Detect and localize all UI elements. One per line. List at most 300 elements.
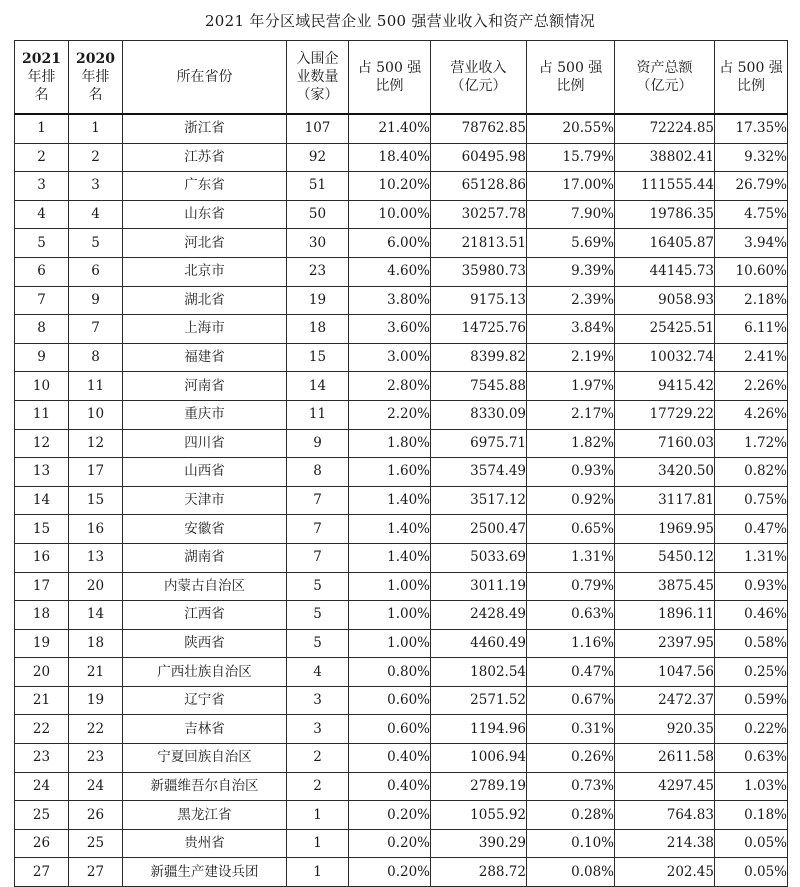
- rank-2020-cell: 27: [69, 858, 123, 887]
- revenue-cell: 8330.09: [431, 400, 527, 429]
- count-share-cell: 1.00%: [349, 629, 431, 658]
- count-cell: 5: [287, 601, 349, 630]
- rank-2021-cell: 21: [15, 686, 69, 715]
- assets-cell: 111555.44: [615, 172, 715, 201]
- table-row: [15, 629, 788, 658]
- count-share-cell: 10.20%: [349, 172, 431, 201]
- table-row: [15, 400, 788, 429]
- assets-share-cell: 0.47%: [715, 515, 788, 544]
- revenue-share-cell: 2.17%: [527, 400, 615, 429]
- header-revenue-share-line2: 比例: [556, 78, 585, 94]
- rank-2020-cell: 22: [69, 715, 123, 744]
- count-share-cell: 0.20%: [349, 801, 431, 830]
- revenue-share-cell: 0.63%: [527, 601, 615, 630]
- province-cell: 安徽省: [123, 515, 287, 544]
- table-row: [15, 801, 788, 830]
- count-cell: 19: [287, 286, 349, 315]
- header-rank-2020-line3: 名: [88, 87, 103, 103]
- rank-2021-cell: 6: [15, 257, 69, 286]
- assets-cell: 9415.42: [615, 372, 715, 401]
- assets-share-cell: 9.32%: [715, 143, 788, 172]
- header-count-share-line1: 占 500 强: [357, 60, 422, 76]
- assets-cell: 16405.87: [615, 229, 715, 258]
- revenue-share-cell: 17.00%: [527, 172, 615, 201]
- revenue-cell: 288.72: [431, 858, 527, 887]
- province-cell: 湖南省: [123, 543, 287, 572]
- rank-2020-cell: 8: [69, 343, 123, 372]
- header-assets-share: [715, 41, 788, 115]
- header-revenue-share: [527, 41, 615, 115]
- province-cell: 黑龙江省: [123, 801, 287, 830]
- count-share-cell: 2.80%: [349, 372, 431, 401]
- count-share-cell: 10.00%: [349, 200, 431, 229]
- revenue-cell: 2428.49: [431, 601, 527, 630]
- assets-share-cell: 2.41%: [715, 343, 788, 372]
- rank-2021-cell: 11: [15, 400, 69, 429]
- count-cell: 107: [287, 114, 349, 143]
- assets-share-cell: 2.18%: [715, 286, 788, 315]
- count-share-cell: 1.00%: [349, 601, 431, 630]
- revenue-share-cell: 0.67%: [527, 686, 615, 715]
- count-cell: 7: [287, 543, 349, 572]
- rank-2020-cell: 15: [69, 486, 123, 515]
- count-cell: 1: [287, 801, 349, 830]
- count-cell: 23: [287, 257, 349, 286]
- assets-share-cell: 0.18%: [715, 801, 788, 830]
- count-share-cell: 0.20%: [349, 858, 431, 887]
- rank-2020-cell: 6: [69, 257, 123, 286]
- count-cell: 3: [287, 686, 349, 715]
- rank-2020-cell: 16: [69, 515, 123, 544]
- rank-2020-cell: 1: [69, 114, 123, 143]
- revenue-share-cell: 0.10%: [527, 829, 615, 858]
- rank-2020-cell: 11: [69, 372, 123, 401]
- header-count-share-line2: 比例: [375, 78, 404, 94]
- count-share-cell: 0.80%: [349, 658, 431, 687]
- province-cell: 福建省: [123, 343, 287, 372]
- assets-share-cell: 1.72%: [715, 429, 788, 458]
- count-cell: 50: [287, 200, 349, 229]
- header-assets-line1: 资产总额: [636, 60, 693, 76]
- rank-2021-cell: 4: [15, 200, 69, 229]
- rank-2021-cell: 7: [15, 286, 69, 315]
- rank-2020-cell: 5: [69, 229, 123, 258]
- province-cell: 山西省: [123, 458, 287, 487]
- province-cell: 宁夏回族自治区: [123, 744, 287, 773]
- revenue-share-cell: 9.39%: [527, 257, 615, 286]
- rank-2021-cell: 3: [15, 172, 69, 201]
- assets-share-cell: 2.26%: [715, 372, 788, 401]
- revenue-cell: 9175.13: [431, 286, 527, 315]
- rank-2021-cell: 10: [15, 372, 69, 401]
- count-cell: 9: [287, 429, 349, 458]
- assets-cell: 44145.73: [615, 257, 715, 286]
- rank-2021-cell: 17: [15, 572, 69, 601]
- table-row: [15, 172, 788, 201]
- assets-share-cell: 1.31%: [715, 543, 788, 572]
- province-cell: 天津市: [123, 486, 287, 515]
- rank-2021-cell: 5: [15, 229, 69, 258]
- header-assets-share-line1: 占 500 强: [719, 60, 783, 76]
- count-share-cell: 0.60%: [349, 715, 431, 744]
- assets-share-cell: 10.60%: [715, 257, 788, 286]
- revenue-share-cell: 2.39%: [527, 286, 615, 315]
- province-cell: 江西省: [123, 601, 287, 630]
- revenue-cell: 14725.76: [431, 315, 527, 344]
- count-share-cell: 2.20%: [349, 400, 431, 429]
- assets-share-cell: 0.93%: [715, 572, 788, 601]
- count-share-cell: 1.60%: [349, 458, 431, 487]
- header-count-share: [349, 41, 431, 115]
- revenue-share-cell: 0.47%: [527, 658, 615, 687]
- revenue-share-cell: 5.69%: [527, 229, 615, 258]
- count-share-cell: 18.40%: [349, 143, 431, 172]
- rank-2020-cell: 13: [69, 543, 123, 572]
- count-share-cell: 0.40%: [349, 744, 431, 773]
- table-row: [15, 715, 788, 744]
- rank-2021-cell: 26: [15, 829, 69, 858]
- revenue-share-cell: 20.55%: [527, 114, 615, 143]
- table-row: [15, 829, 788, 858]
- ranking-table: [14, 40, 788, 887]
- rank-2020-cell: 3: [69, 172, 123, 201]
- header-rank-2020-line2: 年排: [81, 69, 110, 85]
- province-cell: 北京市: [123, 257, 287, 286]
- revenue-cell: 35980.73: [431, 257, 527, 286]
- rank-2021-cell: 23: [15, 744, 69, 773]
- header-province: 所在省份: [123, 41, 287, 115]
- table-row: [15, 315, 788, 344]
- assets-cell: 25425.51: [615, 315, 715, 344]
- rank-2021-cell: 24: [15, 772, 69, 801]
- table-row: [15, 372, 788, 401]
- province-cell: 河北省: [123, 229, 287, 258]
- revenue-cell: 8399.82: [431, 343, 527, 372]
- table-row: [15, 572, 788, 601]
- count-cell: 5: [287, 572, 349, 601]
- count-share-cell: 4.60%: [349, 257, 431, 286]
- table-row: [15, 286, 788, 315]
- header-count-line3: （家）: [296, 87, 339, 103]
- assets-cell: 72224.85: [615, 114, 715, 143]
- province-cell: 辽宁省: [123, 686, 287, 715]
- revenue-cell: 78762.85: [431, 114, 527, 143]
- table-row: [15, 686, 788, 715]
- header-rank-2021-line1: 2021: [22, 51, 61, 67]
- rank-2020-cell: 10: [69, 400, 123, 429]
- assets-share-cell: 6.11%: [715, 315, 788, 344]
- table-row: [15, 343, 788, 372]
- rank-2021-cell: 16: [15, 543, 69, 572]
- assets-cell: 9058.93: [615, 286, 715, 315]
- revenue-cell: 3574.49: [431, 458, 527, 487]
- rank-2021-cell: 9: [15, 343, 69, 372]
- header-count: [287, 41, 349, 115]
- count-share-cell: 1.40%: [349, 486, 431, 515]
- count-cell: 18: [287, 315, 349, 344]
- count-cell: 5: [287, 629, 349, 658]
- revenue-share-cell: 1.31%: [527, 543, 615, 572]
- province-cell: 山东省: [123, 200, 287, 229]
- revenue-cell: 6975.71: [431, 429, 527, 458]
- revenue-share-cell: 2.19%: [527, 343, 615, 372]
- revenue-cell: 2500.47: [431, 515, 527, 544]
- table-row: [15, 429, 788, 458]
- assets-cell: 1047.56: [615, 658, 715, 687]
- rank-2021-cell: 14: [15, 486, 69, 515]
- rank-2020-cell: 9: [69, 286, 123, 315]
- count-share-cell: 3.00%: [349, 343, 431, 372]
- assets-cell: 17729.22: [615, 400, 715, 429]
- assets-cell: 7160.03: [615, 429, 715, 458]
- table-row: [15, 543, 788, 572]
- count-share-cell: 0.20%: [349, 829, 431, 858]
- count-share-cell: 1.00%: [349, 572, 431, 601]
- assets-cell: 3875.45: [615, 572, 715, 601]
- header-rank-2020: [69, 41, 123, 115]
- count-cell: 3: [287, 715, 349, 744]
- table-row: [15, 486, 788, 515]
- assets-share-cell: 4.26%: [715, 400, 788, 429]
- rank-2020-cell: 19: [69, 686, 123, 715]
- province-cell: 上海市: [123, 315, 287, 344]
- assets-cell: 5450.12: [615, 543, 715, 572]
- revenue-cell: 65128.86: [431, 172, 527, 201]
- revenue-share-cell: 0.79%: [527, 572, 615, 601]
- revenue-share-cell: 0.73%: [527, 772, 615, 801]
- revenue-share-cell: 3.84%: [527, 315, 615, 344]
- count-share-cell: 6.00%: [349, 229, 431, 258]
- rank-2021-cell: 22: [15, 715, 69, 744]
- rank-2020-cell: 26: [69, 801, 123, 830]
- rank-2021-cell: 25: [15, 801, 69, 830]
- assets-cell: 19786.35: [615, 200, 715, 229]
- revenue-cell: 1194.96: [431, 715, 527, 744]
- province-cell: 陕西省: [123, 629, 287, 658]
- revenue-share-cell: 1.16%: [527, 629, 615, 658]
- assets-cell: 4297.45: [615, 772, 715, 801]
- table-row: [15, 658, 788, 687]
- table-row: [15, 257, 788, 286]
- rank-2021-cell: 19: [15, 629, 69, 658]
- revenue-cell: 2789.19: [431, 772, 527, 801]
- table-row: [15, 515, 788, 544]
- count-cell: 15: [287, 343, 349, 372]
- count-share-cell: 3.80%: [349, 286, 431, 315]
- province-cell: 湖北省: [123, 286, 287, 315]
- table-title: 2021 年分区域民营企业 500 强营业收入和资产总额情况: [204, 12, 596, 30]
- province-cell: 内蒙古自治区: [123, 572, 287, 601]
- revenue-share-cell: 0.65%: [527, 515, 615, 544]
- assets-cell: 214.38: [615, 829, 715, 858]
- header-rank-2020-line1: 2020: [76, 51, 115, 67]
- assets-cell: 2611.58: [615, 744, 715, 773]
- assets-share-cell: 0.59%: [715, 686, 788, 715]
- rank-2020-cell: 21: [69, 658, 123, 687]
- count-cell: 14: [287, 372, 349, 401]
- header-rank-2021-line2: 年排: [27, 69, 56, 85]
- assets-cell: 2472.37: [615, 686, 715, 715]
- revenue-cell: 30257.78: [431, 200, 527, 229]
- revenue-cell: 3517.12: [431, 486, 527, 515]
- assets-share-cell: 0.63%: [715, 744, 788, 773]
- revenue-share-cell: 1.82%: [527, 429, 615, 458]
- header-revenue-line2: （亿元）: [450, 78, 507, 94]
- header-revenue-share-line1: 占 500 强: [538, 60, 603, 76]
- rank-2020-cell: 24: [69, 772, 123, 801]
- assets-share-cell: 0.46%: [715, 601, 788, 630]
- revenue-cell: 1055.92: [431, 801, 527, 830]
- revenue-share-cell: 0.31%: [527, 715, 615, 744]
- assets-cell: 3117.81: [615, 486, 715, 515]
- revenue-cell: 1802.54: [431, 658, 527, 687]
- assets-cell: 1896.11: [615, 601, 715, 630]
- count-cell: 4: [287, 658, 349, 687]
- count-cell: 8: [287, 458, 349, 487]
- province-cell: 江苏省: [123, 143, 287, 172]
- table-row: [15, 601, 788, 630]
- revenue-cell: 7545.88: [431, 372, 527, 401]
- count-share-cell: 3.60%: [349, 315, 431, 344]
- revenue-cell: 2571.52: [431, 686, 527, 715]
- assets-share-cell: 3.94%: [715, 229, 788, 258]
- table-row: [15, 114, 788, 143]
- count-share-cell: 21.40%: [349, 114, 431, 143]
- rank-2020-cell: 7: [69, 315, 123, 344]
- rank-2020-cell: 12: [69, 429, 123, 458]
- header-count-line1: 入围企: [296, 51, 339, 67]
- assets-share-cell: 0.75%: [715, 486, 788, 515]
- revenue-share-cell: 15.79%: [527, 143, 615, 172]
- assets-share-cell: 0.22%: [715, 715, 788, 744]
- table-row: [15, 200, 788, 229]
- rank-2020-cell: 20: [69, 572, 123, 601]
- rank-2020-cell: 25: [69, 829, 123, 858]
- assets-share-cell: 1.03%: [715, 772, 788, 801]
- count-cell: 1: [287, 858, 349, 887]
- header-assets: [615, 41, 715, 115]
- assets-cell: 1969.95: [615, 515, 715, 544]
- assets-cell: 2397.95: [615, 629, 715, 658]
- rank-2021-cell: 13: [15, 458, 69, 487]
- header-assets-line2: （亿元）: [636, 78, 693, 94]
- rank-2020-cell: 4: [69, 200, 123, 229]
- revenue-share-cell: 0.08%: [527, 858, 615, 887]
- count-share-cell: 1.40%: [349, 515, 431, 544]
- assets-cell: 202.45: [615, 858, 715, 887]
- count-cell: 51: [287, 172, 349, 201]
- assets-cell: 10032.74: [615, 343, 715, 372]
- rank-2020-cell: 14: [69, 601, 123, 630]
- assets-share-cell: 0.05%: [715, 829, 788, 858]
- revenue-share-cell: 0.92%: [527, 486, 615, 515]
- count-cell: 7: [287, 486, 349, 515]
- rank-2021-cell: 20: [15, 658, 69, 687]
- revenue-share-cell: 1.97%: [527, 372, 615, 401]
- rank-2021-cell: 15: [15, 515, 69, 544]
- assets-share-cell: 0.25%: [715, 658, 788, 687]
- assets-cell: 920.35: [615, 715, 715, 744]
- province-cell: 广西壮族自治区: [123, 658, 287, 687]
- table-row: [15, 229, 788, 258]
- assets-share-cell: 0.05%: [715, 858, 788, 887]
- rank-2021-cell: 27: [15, 858, 69, 887]
- header-rank-2021: [15, 41, 69, 115]
- revenue-cell: 21813.51: [431, 229, 527, 258]
- table-body: [15, 114, 788, 887]
- count-cell: 92: [287, 143, 349, 172]
- rank-2020-cell: 23: [69, 744, 123, 773]
- revenue-share-cell: 0.93%: [527, 458, 615, 487]
- assets-share-cell: 4.75%: [715, 200, 788, 229]
- count-cell: 11: [287, 400, 349, 429]
- header-count-line2: 业数量: [296, 69, 339, 85]
- revenue-share-cell: 0.26%: [527, 744, 615, 773]
- revenue-cell: 390.29: [431, 829, 527, 858]
- count-cell: 2: [287, 772, 349, 801]
- assets-share-cell: 26.79%: [715, 172, 788, 201]
- province-cell: 新疆生产建设兵团: [123, 858, 287, 887]
- header-assets-share-line2: 比例: [737, 78, 765, 94]
- count-share-cell: 0.60%: [349, 686, 431, 715]
- table-row: [15, 772, 788, 801]
- rank-2021-cell: 8: [15, 315, 69, 344]
- province-cell: 新疆维吾尔自治区: [123, 772, 287, 801]
- assets-share-cell: 0.58%: [715, 629, 788, 658]
- count-share-cell: 0.40%: [349, 772, 431, 801]
- revenue-share-cell: 0.28%: [527, 801, 615, 830]
- rank-2021-cell: 1: [15, 114, 69, 143]
- revenue-cell: 3011.19: [431, 572, 527, 601]
- count-cell: 2: [287, 744, 349, 773]
- table-row: [15, 744, 788, 773]
- header-revenue: [431, 41, 527, 115]
- revenue-cell: 4460.49: [431, 629, 527, 658]
- table-row: [15, 858, 788, 887]
- province-cell: 浙江省: [123, 114, 287, 143]
- province-cell: 四川省: [123, 429, 287, 458]
- count-cell: 7: [287, 515, 349, 544]
- province-cell: 河南省: [123, 372, 287, 401]
- rank-2020-cell: 2: [69, 143, 123, 172]
- header-rank-2021-line3: 名: [34, 87, 49, 103]
- province-cell: 吉林省: [123, 715, 287, 744]
- assets-cell: 38802.41: [615, 143, 715, 172]
- count-share-cell: 1.80%: [349, 429, 431, 458]
- revenue-cell: 5033.69: [431, 543, 527, 572]
- count-cell: 1: [287, 829, 349, 858]
- revenue-cell: 60495.98: [431, 143, 527, 172]
- province-cell: 重庆市: [123, 400, 287, 429]
- rank-2021-cell: 18: [15, 601, 69, 630]
- revenue-share-cell: 7.90%: [527, 200, 615, 229]
- rank-2021-cell: 2: [15, 143, 69, 172]
- header-revenue-line1: 营业收入: [450, 60, 507, 76]
- assets-cell: 764.83: [615, 801, 715, 830]
- rank-2021-cell: 12: [15, 429, 69, 458]
- revenue-cell: 1006.94: [431, 744, 527, 773]
- province-cell: 贵州省: [123, 829, 287, 858]
- count-share-cell: 1.40%: [349, 543, 431, 572]
- province-cell: 广东省: [123, 172, 287, 201]
- count-cell: 30: [287, 229, 349, 258]
- rank-2020-cell: 18: [69, 629, 123, 658]
- assets-cell: 3420.50: [615, 458, 715, 487]
- assets-share-cell: 0.82%: [715, 458, 788, 487]
- rank-2020-cell: 17: [69, 458, 123, 487]
- table-row: [15, 143, 788, 172]
- assets-share-cell: 17.35%: [715, 114, 788, 143]
